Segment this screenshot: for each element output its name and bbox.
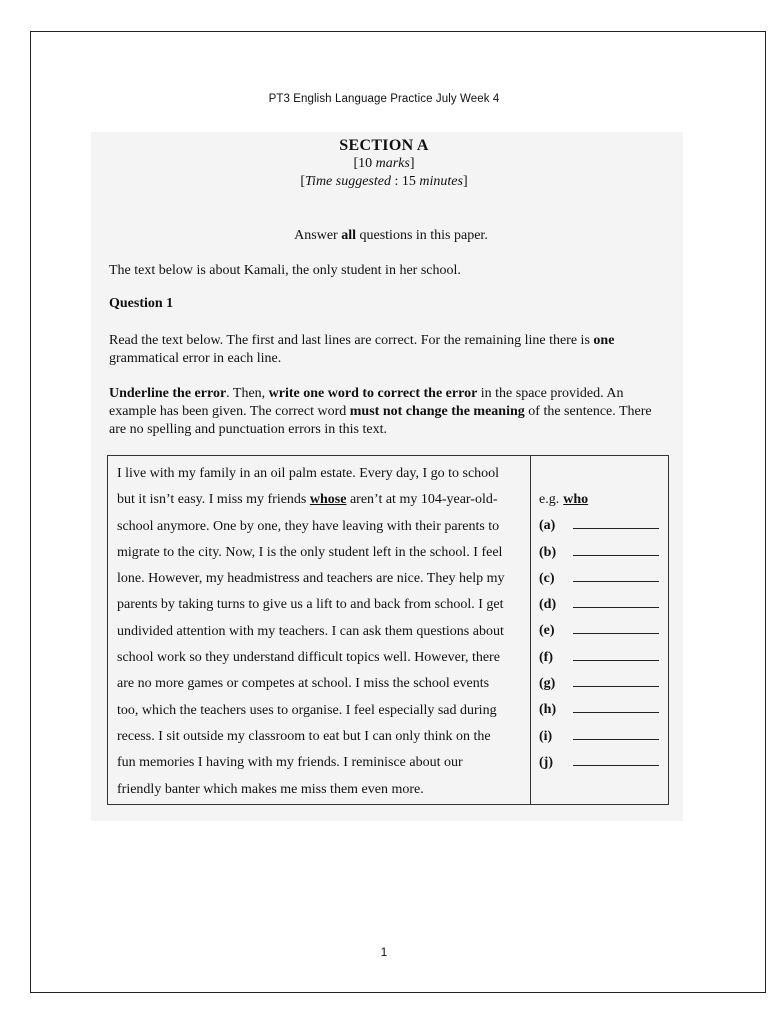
passage-line: parents by taking turns to give us a lift to and back from school. I get [117, 597, 504, 613]
answer-blank-d[interactable] [573, 595, 659, 608]
passage-line: fun memories I having with my friends. I reminisce about our [117, 755, 463, 771]
answer-row-d: (d) [539, 592, 667, 618]
document-title: PT3 English Language Practice July Week 4 [268, 93, 500, 105]
answer-blank-h[interactable] [573, 700, 659, 713]
passage-line: lone. However, my headmistress and teachers are nice. They help my [117, 571, 505, 587]
answer-blank-a[interactable] [573, 516, 659, 529]
passage-line: friendly banter which makes me miss them even more. [117, 781, 424, 797]
page-number: 1 [380, 945, 388, 959]
passage-line: are no more games or competes at school. I miss the school events [117, 676, 490, 692]
intro-text: The text below is about Kamali, the only student in her school. [109, 263, 461, 278]
answer-row-i: (i) [539, 724, 667, 750]
answer-blank-i[interactable] [573, 727, 659, 740]
passage-line: school work so they understand difficult topics well. However, there [117, 650, 500, 666]
passage-line: I live with my family in an oil palm estate. Every day, I go to school [117, 466, 500, 481]
section-marks: [10 marks] [353, 156, 415, 171]
passage-line: migrate to the city. Now, I is the only student left in the school. I feel [117, 544, 503, 560]
answer-blank-j[interactable] [573, 753, 659, 766]
question-heading: Question 1 [109, 296, 174, 311]
passage [117, 461, 527, 803]
error-correction-box [107, 455, 669, 805]
answer-blank-g[interactable] [573, 674, 659, 687]
section-time-suggested: [Time suggested : 15 minutes] [300, 174, 468, 189]
answer-row-a: (a) [539, 513, 667, 539]
example-answer: e.g. who [539, 487, 667, 513]
answer-row-e: (e) [539, 618, 667, 644]
read-instruction: Read the text below. The first and last lines are correct. For the remaining line there is one grammatical error in each line. [109, 333, 615, 366]
answer-row-g: (g) [539, 671, 667, 697]
example-error-word: whose [309, 492, 347, 508]
answer-blank-f[interactable] [573, 648, 659, 661]
passage-line: too, which the teachers uses to organise. I feel especially sad during [117, 702, 497, 718]
underline-instruction: Underline the error. Then, write one word to correct the error in the space provided. An example has been given. The correct word must not change the meaning of the sentence. There are no spelling and punctuation errors in this text. [109, 386, 652, 437]
passage-line: undivided attention with my teachers. I can ask them questions about [117, 623, 504, 639]
section-title: SECTION A [339, 137, 429, 154]
answer-row-b: (b) [539, 540, 667, 566]
answer-row-f: (f) [539, 645, 667, 671]
passage-line: recess. I sit outside my classroom to eat but I can only think on the [117, 728, 491, 744]
answer-all-instruction: Answer all questions in this paper. [294, 228, 488, 243]
answer-blank-b[interactable] [573, 543, 659, 556]
answer-row-j: (j) [539, 750, 667, 776]
answer-blank-c[interactable] [573, 569, 659, 582]
answer-row-h: (h) [539, 697, 667, 723]
passage-example-line: but it isn’t easy. I miss my friends whose aren’t at my 104-year-old- [117, 492, 498, 508]
column-divider [530, 456, 531, 804]
answer-column [539, 487, 667, 776]
answer-blank-e[interactable] [573, 621, 659, 634]
answer-row-c: (c) [539, 566, 667, 592]
example-correct-word: who [563, 492, 589, 507]
passage-line: school anymore. One by one, they have leaving with their parents to [117, 518, 500, 534]
